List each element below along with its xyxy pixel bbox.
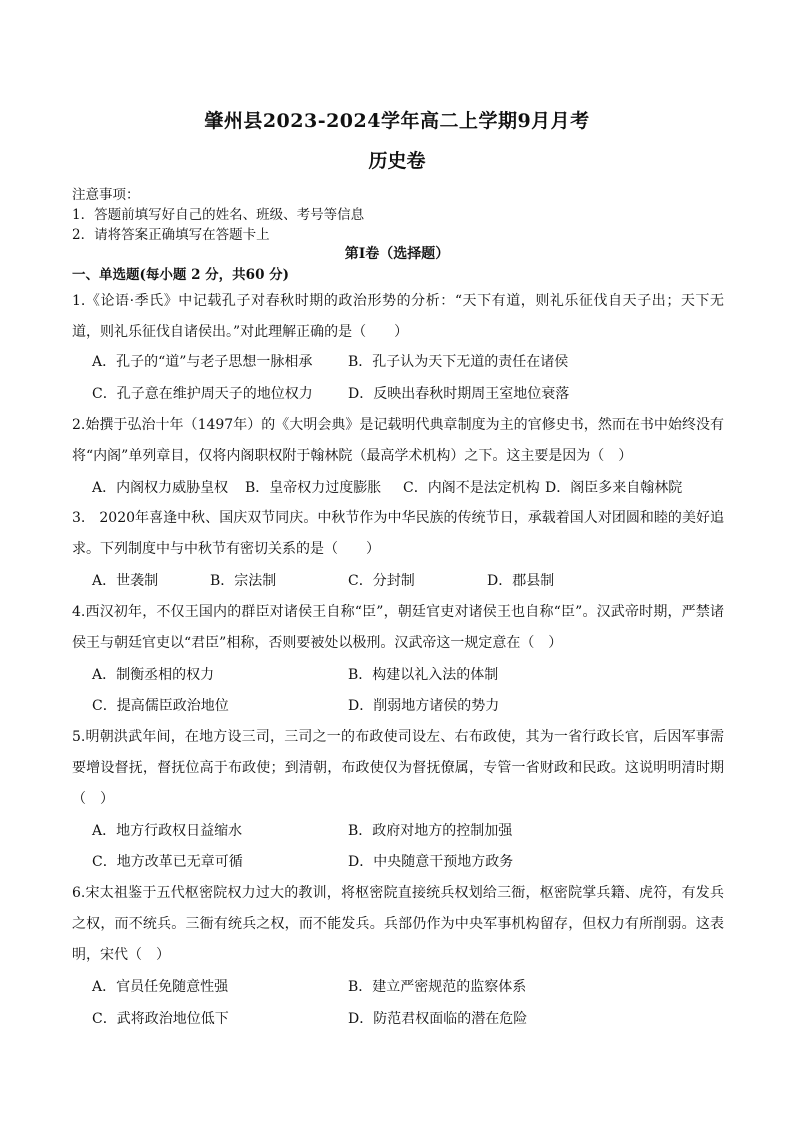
note-item: 1．答题前填写好自己的姓名、班级、考号等信息	[72, 207, 365, 223]
question-1-option-b: B．孔子认为天下无道的责任在诸侯	[348, 354, 569, 370]
question-6-option-c: C．武将政治地位低下	[92, 1011, 229, 1027]
question-5-option-d: D．中央随意干预地方政务	[348, 854, 514, 870]
question-2-option-c: C．内阁不是法定机构	[403, 480, 540, 496]
question-3-stem: 3. 2020年喜逢中秋、国庆双节同庆。中秋节作为中华民族的传统节日，承载着国人对团圆和睦的美好追求。下列制度中与中秋节有密切关系的是（ ）	[72, 510, 724, 557]
question-4-option-c: C．提高儒臣政治地位	[92, 698, 229, 714]
question-3-option-b: B．宗法制	[210, 573, 277, 589]
question-2-option-b: B．皇帝权力过度膨胀	[245, 480, 382, 496]
exam-title: 肇州县2023-2024学年高二上学期9月月考	[204, 110, 590, 132]
question-6-stem: 6.宋太祖鉴于五代枢密院权力过大的教训，将枢密院直接统兵权划给三衙，枢密院掌兵籍、虎符，有发兵之权，而不统兵。三衙有统兵之权，而不能发兵。兵部仍作为中央军事机构留存，但权力有所削弱。这表明，宋代（ ）	[72, 885, 724, 963]
question-2-option-d: D．阁臣多来自翰林院	[545, 480, 683, 496]
exam-subtitle: 历史卷	[368, 150, 426, 172]
question-4-option-a: A．制衡丞相的权力	[92, 667, 215, 683]
note-item: 2．请将答案正确填写在答题卡上	[72, 227, 270, 243]
question-5-stem: 5.明朝洪武年间，在地方设三司，三司之一的布政使司设左、右布政使，其为一省行政长官，后因军事需要增设督抚，督抚位高于布政使；到清朝，布政使仅为督抚僚属，专管一省财政和民政。这说明明清时期（ ）	[72, 729, 724, 807]
question-1-option-d: D．反映出春秋时期周王室地位衰落	[348, 386, 570, 402]
question-6-option-d: D．防范君权面临的潜在危险	[348, 1011, 528, 1027]
question-3-option-a: A．世袭制	[92, 573, 159, 589]
question-5-option-a: A．地方行政权日益缩水	[92, 823, 243, 839]
question-5-option-c: C．地方改革已无章可循	[92, 854, 243, 870]
question-1-stem: 1.《论语·季氏》中记载孔子对春秋时期的政治形势的分析：“天下有道，则礼乐征伐自天子出；天下无道，则礼乐征伐自诸侯出。”对此理解正确的是（ ）	[72, 293, 724, 340]
section-title: 第Ⅰ卷（选择题）	[344, 246, 450, 262]
question-2-option-a: A．内阁权力威胁皇权	[92, 480, 229, 496]
question-2-stem: 2.始撰于弘治十年（1497年）的《大明会典》是记载明代典章制度为主的官修史书，然而在书中始终没有将“内阁”单列章目，仅将内阁职权附于翰林院（最高学术机构）之下。这主要是因为（ ）	[72, 417, 724, 464]
question-5-option-b: B．政府对地方的控制加强	[348, 823, 513, 839]
question-4-option-d: D．削弱地方诸侯的势力	[348, 698, 500, 714]
notes-heading: 注意事项：	[72, 187, 140, 203]
question-4-stem: 4.西汉初年，不仅王国内的群臣对诸侯王自称“臣”，朝廷官吏对诸侯王也自称“臣”。汉武帝时期，严禁诸侯王与朝廷官吏以“君臣”相称，否则要被处以极刑。汉武帝这一规定意在（ ）	[72, 604, 724, 651]
question-3-option-c: C．分封制	[348, 573, 415, 589]
question-1-option-c: C．孔子意在维护周天子的地位权力	[92, 386, 313, 402]
question-6-option-a: A．官员任免随意性强	[92, 979, 229, 995]
section-heading: 一、单选题(每小题 2 分，共60 分)	[72, 267, 290, 283]
question-6-option-b: B．建立严密规范的监察体系	[348, 979, 527, 995]
question-1-option-a: A．孔子的“道”与老子思想一脉相承	[92, 354, 313, 370]
question-3-option-d: D．郡县制	[487, 573, 555, 589]
question-4-option-b: B．构建以礼入法的体制	[348, 667, 499, 683]
